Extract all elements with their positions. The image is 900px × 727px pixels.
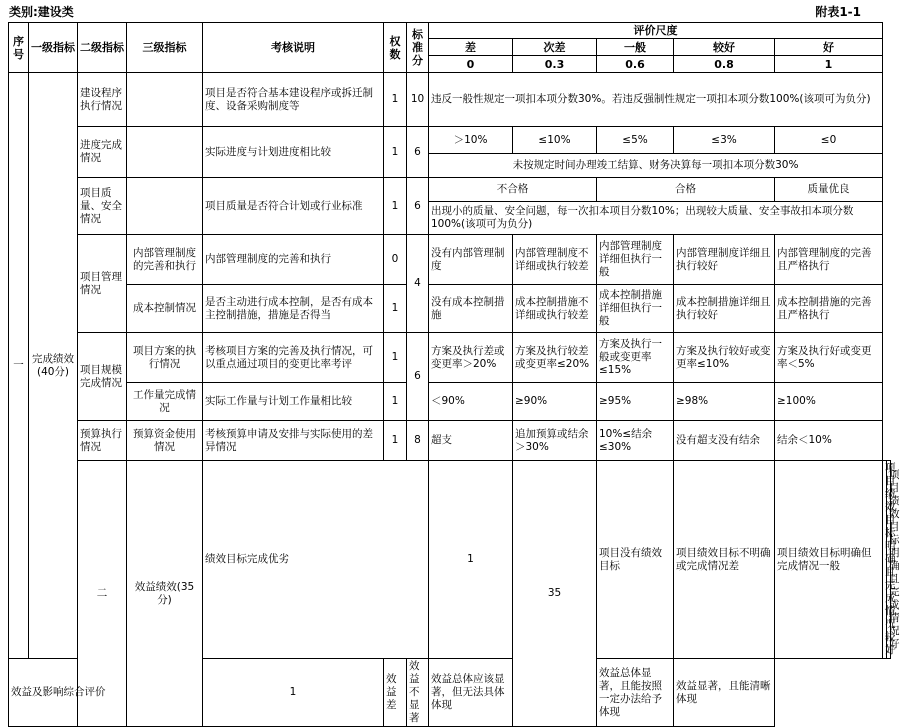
eval-cell: 效益差 xyxy=(384,659,407,727)
section-1-level1: 完成绩效(40分) xyxy=(29,73,78,659)
description-cell: 实际进度与计划进度相比较 xyxy=(203,127,384,178)
eval-cell: 没有成本控制措施 xyxy=(429,285,513,333)
eval-cell: 没有超支没有结余 xyxy=(674,421,775,461)
eval-cell: 效益显著，且能清晰体现 xyxy=(674,659,775,727)
eval-cell: ≤10% xyxy=(513,127,597,154)
scale-coeff: 0.6 xyxy=(597,56,674,73)
eval-cell: 成本控制措施详细且执行较好 xyxy=(674,285,775,333)
description-cell: 实际工作量与计划工作量相比较 xyxy=(203,383,384,421)
section-2-seq: 二 xyxy=(78,461,127,727)
eval-cell: ≤3% xyxy=(674,127,775,154)
weight-cell: 1 xyxy=(384,383,407,421)
eval-cell: 方案及执行好或变更率＜5% xyxy=(775,333,883,383)
eval-cell: 内部管理制度不详细或执行较差 xyxy=(513,235,597,285)
description-cell: 项目质量是否符合计划或行业标准 xyxy=(203,178,384,235)
weight-cell: 1 xyxy=(384,333,407,383)
eval-cell: 10%≤结余≤30% xyxy=(597,421,674,461)
description-cell: 是否主动进行成本控制，是否有成本主控制措施，措施是否得当 xyxy=(203,285,384,333)
col-standard-score: 标准分 xyxy=(407,23,429,73)
weight-cell: 1 xyxy=(384,421,407,461)
score-cell: 6 xyxy=(407,333,429,421)
level3-cell: 成本控制情况 xyxy=(127,285,203,333)
eval-cell: 项目绩效目标明确且完成情况较好 xyxy=(883,461,887,659)
col-level2: 二级指标 xyxy=(78,23,127,73)
level3-cell: 预算资金使用情况 xyxy=(127,421,203,461)
eval-cell: ≥90% xyxy=(513,383,597,421)
eval-cell: 没有内部管理制度 xyxy=(429,235,513,285)
eval-cell: 成本控制措施的完善且严格执行 xyxy=(775,285,883,333)
eval-cell: 不合格 xyxy=(429,178,597,202)
eval-cell: 质量优良 xyxy=(775,178,883,202)
eval-cell: 方案及执行一般或变更率≤15% xyxy=(597,333,674,383)
category-label: 类别:建设类 xyxy=(9,5,74,19)
scale-label: 好 xyxy=(775,39,883,56)
eval-cell: 项目绩效目标明确但完成情况一般 xyxy=(775,461,883,659)
level2-cell: 项目规模完成情况 xyxy=(78,333,127,421)
score-cell: 4 xyxy=(407,235,429,333)
col-scale: 评价尺度 xyxy=(429,23,883,39)
level3-cell xyxy=(127,73,203,127)
eval-cell: 合格 xyxy=(597,178,775,202)
score-cell: 10 xyxy=(407,73,429,127)
level3-cell: 内部管理制度的完善和执行 xyxy=(127,235,203,285)
eval-cell: 项目绩效目标不明确或完成情况差 xyxy=(674,461,775,659)
eval-cell: 成本控制措施不详细或执行较差 xyxy=(513,285,597,333)
appendix-label: 附表1-1 xyxy=(815,5,861,19)
level2-cell: 建设程序执行情况 xyxy=(78,73,127,127)
description-cell: 项目是否符合基本建设程序或拆迁制度、设备采购制度等 xyxy=(203,73,384,127)
description-cell: 考核项目方案的完善及执行情况，可以重点通过项目的变更比率考评 xyxy=(203,333,384,383)
eval-cell: 内部管理制度详细且执行较好 xyxy=(674,235,775,285)
eval-cell: 方案及执行较差或变更率≤20% xyxy=(513,333,597,383)
eval-cell: 违反一般性规定一项扣本项分数30%。若违反强制性规定一项扣本项分数100%(该项可为负分) xyxy=(429,73,883,127)
eval-cell: ＞10% xyxy=(429,127,513,154)
level2-cell: 进度完成情况 xyxy=(78,127,127,178)
eval-cell: 内部管理制度详细但执行一般 xyxy=(597,235,674,285)
scale-coeff: 0 xyxy=(429,56,513,73)
eval-cell: 效益总体应该显著，但无法具体体现 xyxy=(429,659,513,727)
description-cell: 内部管理制度的完善和执行 xyxy=(203,235,384,285)
description-cell: 考核预算申请及安排与实际使用的差异情况 xyxy=(203,421,384,461)
eval-cell: ＜90% xyxy=(429,383,513,421)
col-description: 考核说明 xyxy=(203,23,384,73)
eval-note: 出现小的质量、安全问题，每一次扣本项目分数10%；出现较大质量、安全事故扣本项分数100%(该项可为负分) xyxy=(429,202,883,235)
col-level1: 一级指标 xyxy=(29,23,78,73)
eval-cell: ≥98% xyxy=(674,383,775,421)
level3-cell: 工作量完成情况 xyxy=(127,383,203,421)
scale-label: 较好 xyxy=(674,39,775,56)
col-seq: 序号 xyxy=(9,23,29,73)
section-1-seq: 一 xyxy=(9,73,29,659)
scale-label: 差 xyxy=(429,39,513,56)
level2-cell: 项目质量、安全情况 xyxy=(78,178,127,235)
eval-cell: 追加预算或结余＞30% xyxy=(513,421,597,461)
score-cell: 6 xyxy=(407,178,429,235)
eval-cell: ≤0 xyxy=(775,127,883,154)
page-header xyxy=(0,0,899,22)
eval-cell: ≥100% xyxy=(775,383,883,421)
weight-cell: 1 xyxy=(429,461,513,659)
level2-cell: 效益及影响综合评价 xyxy=(9,659,127,727)
eval-cell: 方案及执行差或变更率＞20% xyxy=(429,333,513,383)
scale-label: 次差 xyxy=(513,39,597,56)
eval-cell: ≥95% xyxy=(597,383,674,421)
level2-cell: 预算执行情况 xyxy=(78,421,127,461)
scale-coeff: 0.8 xyxy=(674,56,775,73)
eval-cell: 内部管理制度的完善且严格执行 xyxy=(775,235,883,285)
evaluation-table xyxy=(8,22,900,727)
eval-note: 未按规定时间办理竣工结算、财务决算每一项扣本项分数30% xyxy=(429,154,883,178)
eval-cell: 结余＜10% xyxy=(775,421,883,461)
weight-cell: 1 xyxy=(384,73,407,127)
eval-cell: 项目绩效目标明确且完成情况好 xyxy=(887,461,891,659)
eval-cell: 成本控制措施详细但执行一般 xyxy=(597,285,674,333)
score-cell: 8 xyxy=(407,421,429,461)
level3-cell: 项目方案的执行情况 xyxy=(127,333,203,383)
weight-cell: 0 xyxy=(384,235,407,285)
weight-cell: 1 xyxy=(384,127,407,178)
level3-cell xyxy=(127,127,203,178)
score-cell: 6 xyxy=(407,127,429,178)
weight-cell: 1 xyxy=(384,178,407,235)
eval-cell: 项目没有绩效目标 xyxy=(597,461,674,659)
weight-cell: 1 xyxy=(384,285,407,333)
eval-cell: 效益总体显著，且能按照一定办法给予体现 xyxy=(597,659,674,727)
level2-cell: 绩效目标完成优劣 xyxy=(203,461,429,659)
score-cell: 35 xyxy=(513,461,597,727)
scale-coeff: 0.3 xyxy=(513,56,597,73)
section-2-level1: 效益绩效(35分) xyxy=(127,461,203,727)
weight-cell: 1 xyxy=(203,659,384,727)
eval-cell: 效益不显著 xyxy=(407,659,429,727)
eval-cell: ≤5% xyxy=(597,127,674,154)
eval-cell: 超支 xyxy=(429,421,513,461)
scale-coeff: 1 xyxy=(775,56,883,73)
level3-cell xyxy=(127,178,203,235)
level2-cell: 项目管理情况 xyxy=(78,235,127,333)
col-weight: 权数 xyxy=(384,23,407,73)
eval-cell: 方案及执行较好或变更率≤10% xyxy=(674,333,775,383)
col-level3: 三级指标 xyxy=(127,23,203,73)
scale-label: 一般 xyxy=(597,39,674,56)
